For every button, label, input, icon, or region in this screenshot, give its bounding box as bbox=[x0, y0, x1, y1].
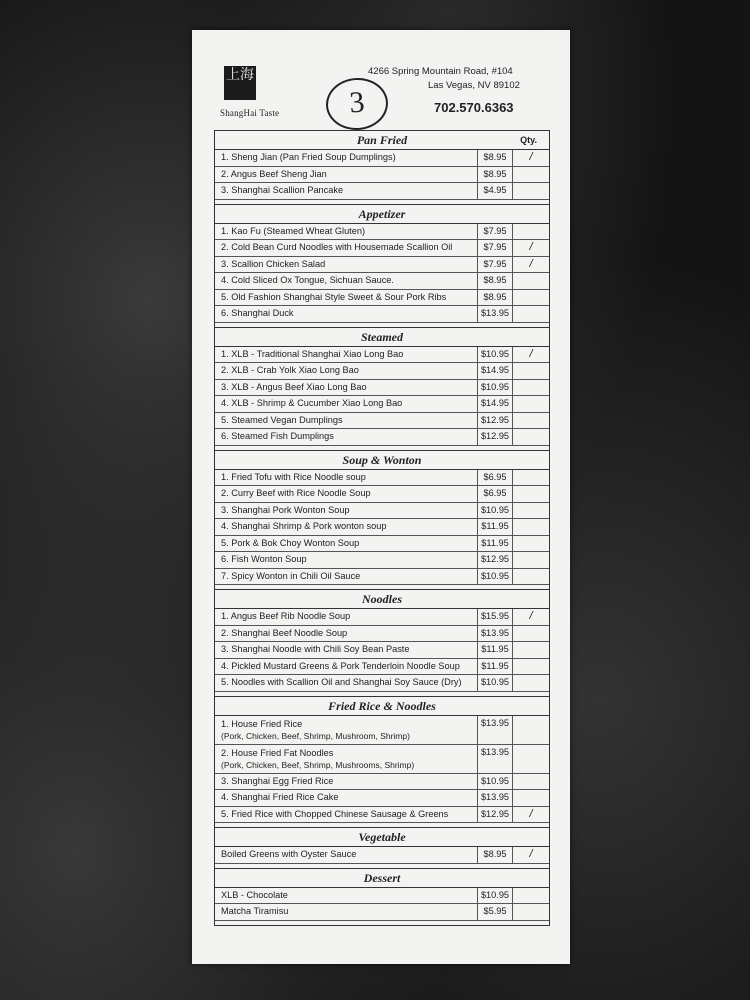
section-header bbox=[215, 205, 549, 224]
item-name-text: 5. Noodles with Scallion Oil and Shanghai Soy Sauce (Dry) bbox=[221, 677, 462, 687]
menu-item-row[interactable] bbox=[215, 904, 549, 921]
qty-checkbox[interactable] bbox=[512, 745, 549, 773]
item-price: $11.95 bbox=[477, 536, 512, 552]
menu-item-row[interactable] bbox=[215, 306, 549, 323]
qty-checkbox[interactable] bbox=[512, 552, 549, 568]
menu-item-row[interactable] bbox=[215, 774, 549, 791]
qty-checkbox[interactable] bbox=[512, 888, 549, 904]
item-price: $7.95 bbox=[477, 240, 512, 256]
item-name-text: Matcha Tiramisu bbox=[221, 906, 289, 916]
qty-checkbox[interactable] bbox=[512, 429, 549, 445]
menu-item-row[interactable] bbox=[215, 503, 549, 520]
item-name-text: 1. House Fried Rice bbox=[221, 718, 303, 729]
item-name bbox=[215, 659, 477, 675]
item-price: $10.95 bbox=[477, 503, 512, 519]
qty-checkbox[interactable]: / bbox=[512, 150, 549, 166]
menu-item-row[interactable] bbox=[215, 626, 549, 643]
item-price: $12.95 bbox=[477, 552, 512, 568]
qty-checkbox[interactable] bbox=[512, 470, 549, 486]
item-price: $14.95 bbox=[477, 396, 512, 412]
menu-item-row[interactable] bbox=[215, 150, 549, 167]
item-price: $12.95 bbox=[477, 413, 512, 429]
menu-item-row[interactable] bbox=[215, 290, 549, 307]
section-title: Fried Rice & Noodles bbox=[328, 698, 436, 713]
item-name-text: 1. XLB - Traditional Shanghai Xiao Long Bao bbox=[221, 348, 404, 359]
item-name-text: 4. XLB - Shrimp & Cucumber Xiao Long Bao bbox=[221, 398, 403, 408]
qty-checkbox[interactable] bbox=[512, 790, 549, 806]
item-name-text: 1. Sheng Jian (Pan Fried Soup Dumplings) bbox=[221, 152, 396, 162]
item-name-text: 2. Cold Bean Curd Noodles with Housemade Scallion Oil bbox=[221, 242, 453, 252]
item-name bbox=[215, 675, 477, 691]
item-name-text: 3. Shanghai Pork Wonton Soup bbox=[221, 504, 350, 515]
item-price: $11.95 bbox=[477, 642, 512, 658]
item-name-text: 6. Fish Wonton Soup bbox=[221, 554, 307, 564]
menu-table bbox=[214, 130, 550, 926]
item-price: $5.95 bbox=[477, 904, 512, 920]
item-name-text: 3. Scallion Chicken Salad bbox=[221, 258, 326, 269]
item-name bbox=[215, 536, 477, 552]
qty-checkbox[interactable] bbox=[512, 273, 549, 289]
qty-checkbox[interactable] bbox=[512, 224, 549, 240]
item-name bbox=[215, 807, 477, 823]
menu-item-row[interactable] bbox=[215, 716, 549, 745]
qty-checkbox[interactable] bbox=[512, 290, 549, 306]
item-price: $13.95 bbox=[477, 306, 512, 322]
item-name-text: 5. Old Fashion Shanghai Style Sweet & Sour Pork Ribs bbox=[221, 291, 447, 302]
item-price: $13.95 bbox=[477, 745, 512, 773]
section-title: Soup & Wonton bbox=[342, 452, 422, 467]
item-price: $10.95 bbox=[477, 774, 512, 790]
section-title: Dessert bbox=[363, 870, 401, 885]
item-price: $8.95 bbox=[477, 847, 512, 863]
item-price: $8.95 bbox=[477, 150, 512, 166]
qty-checkbox[interactable] bbox=[512, 306, 549, 322]
item-name bbox=[215, 716, 477, 744]
address-line2: Las Vegas, NV 89102 bbox=[428, 80, 520, 91]
item-name-text: 4. Shanghai Shrimp & Pork wonton soup bbox=[221, 521, 387, 531]
item-name-text: 3. Shanghai Scallion Pancake bbox=[221, 185, 344, 195]
item-name-text: 4. Shanghai Fried Rice Cake bbox=[221, 792, 339, 802]
item-name bbox=[215, 847, 477, 863]
section-header bbox=[215, 451, 549, 470]
section-header bbox=[215, 697, 549, 716]
item-name-text: 7. Spicy Wonton in Chili Oil Sauce bbox=[221, 570, 361, 581]
qty-checkbox[interactable] bbox=[512, 774, 549, 790]
item-name-text: 4. Cold Sliced Ox Tongue, Sichuan Sauce. bbox=[221, 275, 394, 285]
item-name-text: 5. Steamed Vegan Dumplings bbox=[221, 414, 343, 425]
item-name bbox=[215, 745, 477, 773]
item-name-text: 6. Shanghai Duck bbox=[221, 308, 294, 318]
item-price: $10.95 bbox=[477, 380, 512, 396]
qty-checkbox[interactable] bbox=[512, 642, 549, 658]
item-name-text: 3. Shanghai Noodle with Chili Soy Bean Paste bbox=[221, 644, 410, 654]
menu-item-row[interactable] bbox=[215, 609, 549, 626]
item-name bbox=[215, 257, 477, 273]
item-price: $8.95 bbox=[477, 290, 512, 306]
menu-item-row[interactable] bbox=[215, 569, 549, 586]
qty-column-label: Qty. bbox=[520, 135, 537, 145]
item-name-text: XLB - Chocolate bbox=[221, 889, 288, 900]
item-name bbox=[215, 240, 477, 256]
restaurant-logo: 上海 bbox=[224, 66, 256, 100]
section-title: Noodles bbox=[362, 592, 402, 606]
qty-checkbox[interactable] bbox=[512, 363, 549, 379]
item-price: $6.95 bbox=[477, 470, 512, 486]
item-name bbox=[215, 167, 477, 183]
qty-checkbox[interactable]: / bbox=[512, 347, 549, 363]
qty-checkbox[interactable]: / bbox=[512, 807, 549, 823]
menu-item-row[interactable] bbox=[215, 807, 549, 824]
item-name bbox=[215, 904, 477, 920]
section-header bbox=[215, 328, 549, 347]
item-name bbox=[215, 642, 477, 658]
item-name-text: 1. Angus Beef Rib Noodle Soup bbox=[221, 611, 351, 621]
item-name-text: 2. Shanghai Beef Noodle Soup bbox=[221, 627, 348, 638]
item-name-text: Boiled Greens with Oyster Sauce bbox=[221, 849, 357, 859]
item-name-text: 2. Curry Beef with Rice Noodle Soup bbox=[221, 488, 371, 498]
item-name bbox=[215, 609, 477, 625]
item-price: $10.95 bbox=[477, 675, 512, 691]
section-title: Appetizer bbox=[358, 206, 406, 221]
menu-item-row[interactable] bbox=[215, 536, 549, 553]
section-title: Steamed bbox=[361, 329, 403, 344]
menu-item-row[interactable] bbox=[215, 847, 549, 864]
menu-item-row[interactable] bbox=[215, 429, 549, 446]
item-description: (Pork, Chicken, Beef, Shrimp, Mushrooms, Shrimp) bbox=[221, 759, 415, 770]
qty-checkbox[interactable] bbox=[512, 519, 549, 535]
section-title: Vegetable bbox=[358, 830, 406, 844]
order-sheet bbox=[192, 30, 570, 964]
menu-item-row[interactable] bbox=[215, 659, 549, 676]
item-name-text: 5. Fried Rice with Chopped Chinese Sausage & Greens bbox=[221, 808, 449, 819]
item-price: $12.95 bbox=[477, 429, 512, 445]
menu-item-row[interactable] bbox=[215, 363, 549, 380]
item-price: $7.95 bbox=[477, 257, 512, 273]
qty-checkbox[interactable] bbox=[512, 536, 549, 552]
qty-checkbox[interactable] bbox=[512, 396, 549, 412]
qty-checkbox[interactable]: / bbox=[512, 847, 549, 863]
qty-checkbox[interactable] bbox=[512, 659, 549, 675]
section-divider bbox=[215, 921, 549, 926]
menu-item-row[interactable] bbox=[215, 183, 549, 200]
item-name-text: 1. Fried Tofu with Rice Noodle soup bbox=[221, 471, 366, 482]
qty-checkbox[interactable] bbox=[512, 675, 549, 691]
section-header bbox=[215, 869, 549, 888]
order-number: 3 bbox=[324, 76, 389, 132]
menu-item-row[interactable] bbox=[215, 240, 549, 257]
item-name-text: 2. Angus Beef Sheng Jian bbox=[221, 168, 327, 179]
qty-checkbox[interactable] bbox=[512, 503, 549, 519]
qty-checkbox[interactable] bbox=[512, 486, 549, 502]
menu-item-row[interactable] bbox=[215, 552, 549, 569]
item-price: $10.95 bbox=[477, 347, 512, 363]
item-price: $11.95 bbox=[477, 519, 512, 535]
menu-item-row[interactable] bbox=[215, 745, 549, 774]
item-name bbox=[215, 306, 477, 322]
item-name bbox=[215, 519, 477, 535]
qty-checkbox[interactable]: / bbox=[512, 240, 549, 256]
item-price: $15.95 bbox=[477, 609, 512, 625]
menu-item-row[interactable] bbox=[215, 347, 549, 364]
item-name bbox=[215, 552, 477, 568]
item-price: $11.95 bbox=[477, 659, 512, 675]
item-price: $4.95 bbox=[477, 183, 512, 199]
menu-item-row[interactable] bbox=[215, 486, 549, 503]
menu-item-row[interactable] bbox=[215, 888, 549, 905]
item-description: (Pork, Chicken, Beef, Shrimp, Mushroom, Shrimp) bbox=[221, 730, 410, 741]
item-name bbox=[215, 774, 477, 790]
item-name-text: 3. Shanghai Egg Fried Rice bbox=[221, 775, 334, 786]
item-price: $13.95 bbox=[477, 626, 512, 642]
item-name-text: 1. Kao Fu (Steamed Wheat Gluten) bbox=[221, 225, 366, 236]
item-name bbox=[215, 569, 477, 585]
phone-number: 702.570.6363 bbox=[434, 100, 514, 115]
qty-checkbox[interactable] bbox=[512, 380, 549, 396]
qty-checkbox[interactable] bbox=[512, 167, 549, 183]
item-name bbox=[215, 470, 477, 486]
qty-checkbox[interactable] bbox=[512, 716, 549, 744]
section-header bbox=[215, 828, 549, 847]
item-name bbox=[215, 888, 477, 904]
item-name bbox=[215, 413, 477, 429]
section-header bbox=[215, 590, 549, 609]
qty-checkbox[interactable]: / bbox=[512, 609, 549, 625]
item-name bbox=[215, 224, 477, 240]
menu-item-row[interactable] bbox=[215, 413, 549, 430]
item-name-text: 4. Pickled Mustard Greens & Pork Tenderloin Noodle Soup bbox=[221, 660, 460, 671]
item-price: $10.95 bbox=[477, 569, 512, 585]
address-line1: 4266 Spring Mountain Road, #104 bbox=[368, 66, 513, 77]
qty-checkbox[interactable] bbox=[512, 904, 549, 920]
restaurant-name: ShangHai Taste bbox=[220, 108, 280, 118]
item-name bbox=[215, 396, 477, 412]
item-name bbox=[215, 150, 477, 166]
item-name bbox=[215, 486, 477, 502]
item-price: $13.95 bbox=[477, 790, 512, 806]
item-name-text: 2. XLB - Crab Yolk Xiao Long Bao bbox=[221, 365, 359, 375]
menu-item-row[interactable] bbox=[215, 257, 549, 274]
item-name bbox=[215, 183, 477, 199]
item-name bbox=[215, 290, 477, 306]
item-name bbox=[215, 363, 477, 379]
menu-item-row[interactable] bbox=[215, 470, 549, 487]
menu-item-row[interactable] bbox=[215, 167, 549, 184]
menu-item-row[interactable] bbox=[215, 642, 549, 659]
item-price: $6.95 bbox=[477, 486, 512, 502]
item-name bbox=[215, 503, 477, 519]
menu-item-row[interactable] bbox=[215, 224, 549, 241]
qty-checkbox[interactable] bbox=[512, 183, 549, 199]
item-price: $7.95 bbox=[477, 224, 512, 240]
section-title: Pan Fried bbox=[356, 133, 408, 147]
menu-item-row[interactable] bbox=[215, 396, 549, 413]
item-name bbox=[215, 273, 477, 289]
item-name-text: 5. Pork & Bok Choy Wonton Soup bbox=[221, 537, 360, 548]
item-price: $8.95 bbox=[477, 167, 512, 183]
qty-checkbox[interactable]: / bbox=[512, 257, 549, 273]
menu-item-row[interactable] bbox=[215, 519, 549, 536]
menu-item-row[interactable] bbox=[215, 675, 549, 692]
item-price: $14.95 bbox=[477, 363, 512, 379]
section-header bbox=[215, 131, 549, 150]
item-price: $10.95 bbox=[477, 888, 512, 904]
menu-item-row[interactable] bbox=[215, 273, 549, 290]
item-price: $8.95 bbox=[477, 273, 512, 289]
item-name bbox=[215, 790, 477, 806]
item-name bbox=[215, 626, 477, 642]
item-name-text: 3. XLB - Angus Beef Xiao Long Bao bbox=[221, 381, 367, 392]
item-price: $12.95 bbox=[477, 807, 512, 823]
qty-checkbox[interactable] bbox=[512, 626, 549, 642]
item-name-text: 6. Steamed Fish Dumplings bbox=[221, 431, 334, 441]
item-name bbox=[215, 429, 477, 445]
menu-item-row[interactable] bbox=[215, 380, 549, 397]
item-name bbox=[215, 347, 477, 363]
item-name bbox=[215, 380, 477, 396]
qty-checkbox[interactable] bbox=[512, 413, 549, 429]
item-price: $13.95 bbox=[477, 716, 512, 744]
qty-checkbox[interactable] bbox=[512, 569, 549, 585]
menu-item-row[interactable] bbox=[215, 790, 549, 807]
item-name-text: 2. House Fried Fat Noodles bbox=[221, 747, 334, 758]
